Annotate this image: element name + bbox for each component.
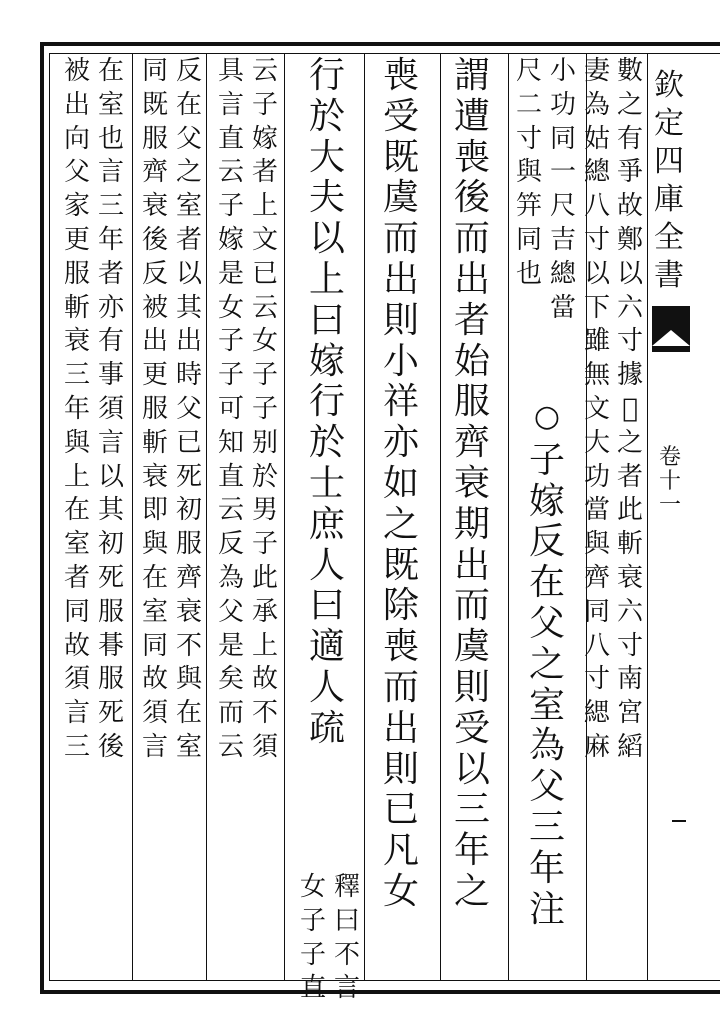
glyph: 以 — [583, 258, 610, 289]
glyph: 為 — [583, 89, 610, 120]
glyph: 之 — [616, 89, 643, 120]
glyph: 一 — [658, 493, 681, 518]
glyph: 同 — [63, 596, 90, 627]
glyph: 斬 — [141, 427, 168, 458]
glyph: 在 — [175, 89, 202, 120]
glyph: 言 — [97, 427, 124, 458]
glyph: 者 — [453, 299, 490, 341]
column-rule — [364, 53, 365, 981]
glyph: 笄 — [515, 191, 542, 222]
glyph: 在 — [63, 495, 90, 526]
glyph: 全 — [654, 220, 684, 255]
glyph: 南 — [616, 664, 643, 695]
glyph: 不 — [333, 939, 360, 970]
glyph: 年 — [97, 224, 124, 255]
glyph: 無 — [583, 360, 610, 391]
glyph: 子 — [299, 939, 326, 970]
glyph: 死 — [97, 698, 124, 729]
glyph: 直 — [217, 123, 244, 154]
glyph: 寸 — [583, 224, 610, 255]
glyph: 為 — [528, 725, 565, 767]
glyph: 當 — [583, 495, 610, 526]
glyph: 庶 — [308, 503, 345, 545]
glyph: 而 — [382, 218, 419, 260]
glyph: 嫁 — [251, 123, 278, 154]
glyph: 功 — [583, 461, 610, 492]
glyph: 子 — [217, 191, 244, 222]
glyph: 服 — [141, 123, 168, 154]
glyph: 妻 — [583, 56, 610, 86]
glyph: 吉 — [549, 224, 576, 255]
glyph: 云 — [217, 157, 244, 188]
glyph: 直 — [299, 973, 326, 1004]
glyph: 亦 — [97, 292, 124, 323]
glyph: 為 — [217, 562, 244, 593]
text-column-main — [450, 55, 494, 915]
glyph: 三 — [63, 360, 90, 391]
glyph: 釋 — [333, 872, 360, 902]
glyph: 可 — [217, 393, 244, 424]
glyph: 故 — [141, 664, 168, 695]
glyph: 時 — [175, 360, 202, 391]
glyph: 更 — [63, 224, 90, 255]
glyph: 年 — [528, 847, 565, 889]
glyph: 向 — [63, 123, 90, 154]
glyph: 不 — [251, 698, 278, 729]
glyph: 下 — [583, 292, 610, 323]
glyph: 服 — [453, 381, 490, 423]
glyph: 八 — [583, 191, 610, 222]
glyph: 曰 — [308, 299, 345, 341]
glyph: 小 — [549, 56, 576, 86]
glyph: 不 — [175, 630, 202, 661]
glyph: 知 — [217, 427, 244, 458]
glyph: 也 — [515, 258, 542, 289]
glyph: 六 — [616, 596, 643, 627]
glyph: 喪 — [453, 136, 490, 178]
glyph: 文 — [251, 224, 278, 255]
glyph: 以 — [175, 258, 202, 289]
glyph: 齊 — [453, 422, 490, 464]
glyph: 服 — [175, 529, 202, 560]
glyph: 與 — [583, 529, 610, 560]
glyph: 在 — [97, 56, 124, 86]
glyph: 斬 — [616, 529, 643, 560]
glyph: 故 — [616, 191, 643, 222]
glyph: 是 — [217, 258, 244, 289]
glyph: 於 — [308, 422, 345, 464]
glyph: 據 — [616, 360, 643, 391]
glyph: 定 — [654, 106, 684, 141]
glyph: 子 — [299, 905, 326, 936]
glyph: 父 — [175, 393, 202, 424]
glyph: 上 — [63, 461, 90, 492]
glyph: 行 — [308, 55, 345, 96]
glyph: 之 — [175, 157, 202, 188]
glyph: 遭 — [453, 95, 490, 137]
glyph: 緦 — [583, 698, 610, 729]
glyph: 須 — [97, 393, 124, 424]
glyph: 寸 — [616, 630, 643, 661]
glyph: 承 — [251, 596, 278, 627]
glyph: 反 — [528, 521, 565, 563]
glyph: 疏 — [308, 707, 345, 749]
glyph: 上 — [251, 191, 278, 222]
glyph: 言 — [63, 698, 90, 729]
glyph: 衰 — [63, 326, 90, 357]
glyph: 雖 — [583, 326, 610, 357]
glyph: 凡 — [382, 830, 419, 872]
glyph: 同 — [549, 123, 576, 154]
glyph: 是 — [217, 630, 244, 661]
glyph: 須 — [141, 698, 168, 729]
glyph: 八 — [583, 630, 610, 661]
glyph: 以 — [308, 218, 345, 260]
text-column-main — [305, 55, 349, 752]
glyph: 嫁 — [528, 480, 565, 522]
glyph: 寸 — [515, 123, 542, 154]
glyph: 年 — [453, 830, 490, 872]
text-column — [512, 58, 546, 295]
glyph: 𡊮 — [622, 393, 638, 424]
glyph: 云 — [251, 56, 278, 86]
glyph: 之 — [382, 503, 419, 545]
glyph: 數 — [616, 56, 643, 86]
glyph: 卷 — [658, 445, 681, 470]
glyph: 室 — [63, 529, 90, 560]
glyph: 出 — [63, 89, 90, 120]
glyph: 齊 — [583, 562, 610, 593]
glyph: 人 — [308, 544, 345, 586]
glyph: 出 — [382, 258, 419, 300]
glyph: 以 — [97, 461, 124, 492]
glyph: 於 — [308, 95, 345, 137]
glyph: 云 — [251, 292, 278, 323]
glyph: 具 — [217, 56, 244, 86]
glyph: 當 — [549, 292, 576, 323]
glyph: 於 — [251, 461, 278, 492]
text-column — [172, 58, 206, 768]
glyph: 别 — [251, 427, 278, 458]
glyph: 期 — [453, 503, 490, 545]
column-rule — [132, 53, 133, 981]
glyph: 人 — [308, 666, 345, 708]
glyph: 云 — [217, 731, 244, 762]
glyph: 三 — [453, 789, 490, 831]
glyph: 反 — [141, 258, 168, 289]
glyph: 而 — [453, 218, 490, 260]
glyph: 四 — [654, 144, 684, 179]
glyph: 同 — [583, 596, 610, 627]
glyph: 服 — [97, 596, 124, 627]
glyph: 十 — [658, 469, 681, 494]
glyph: 服 — [141, 393, 168, 424]
glyph: 者 — [175, 224, 202, 255]
glyph: 大 — [583, 427, 610, 458]
glyph: 室 — [141, 596, 168, 627]
glyph: 大 — [308, 136, 345, 178]
glyph: 服 — [63, 258, 90, 289]
glyph: 總 — [583, 157, 610, 188]
glyph: 同 — [141, 56, 168, 86]
glyph: 之 — [616, 427, 643, 458]
glyph: 子 — [251, 89, 278, 120]
glyph: 既 — [382, 544, 419, 586]
glyph: 子 — [251, 529, 278, 560]
glyph: 而 — [217, 698, 244, 729]
glyph: 而 — [382, 666, 419, 708]
margin-title — [648, 60, 690, 293]
column-rule — [508, 53, 509, 981]
column-rule — [284, 53, 285, 981]
glyph: 女 — [217, 292, 244, 323]
glyph: 矣 — [217, 664, 244, 695]
glyph: 爭 — [616, 157, 643, 188]
glyph: 除 — [382, 585, 419, 627]
glyph: 小 — [382, 340, 419, 382]
glyph: 上 — [308, 258, 345, 300]
glyph: 已 — [251, 258, 278, 289]
glyph: 出 — [453, 544, 490, 586]
glyph: 適 — [308, 626, 345, 668]
glyph: 而 — [453, 585, 490, 627]
glyph: 上 — [251, 630, 278, 661]
glyph: 文 — [583, 393, 610, 424]
glyph: 此 — [616, 495, 643, 526]
glyph: 死 — [97, 562, 124, 593]
glyph: 與 — [175, 664, 202, 695]
glyph: 既 — [382, 136, 419, 178]
margin-juan-number — [654, 440, 686, 518]
text-column — [214, 58, 248, 768]
glyph: 嫁 — [308, 340, 345, 382]
glyph: 者 — [97, 258, 124, 289]
glyph: 受 — [382, 95, 419, 137]
glyph: 父 — [528, 602, 565, 644]
glyph: 始 — [453, 340, 490, 382]
glyph: 朞 — [97, 630, 124, 661]
glyph: 即 — [141, 495, 168, 526]
glyph: 室 — [175, 731, 202, 762]
text-column — [138, 58, 172, 768]
glyph: 子 — [251, 360, 278, 391]
glyph: 一 — [549, 157, 576, 188]
glyph: 衰 — [141, 191, 168, 222]
glyph: 麻 — [583, 731, 610, 762]
glyph: 與 — [141, 529, 168, 560]
glyph: 已 — [175, 427, 202, 458]
glyph: 功 — [549, 89, 576, 120]
glyph: 者 — [251, 157, 278, 188]
glyph: ○ — [533, 399, 561, 434]
margin-tick — [672, 820, 686, 822]
glyph: 與 — [515, 157, 542, 188]
glyph: 也 — [97, 123, 124, 154]
glyph: 欽 — [654, 68, 684, 103]
glyph: 之 — [528, 643, 565, 685]
glyph: 言 — [97, 157, 124, 188]
glyph: 六 — [616, 292, 643, 323]
glyph: 曰 — [308, 585, 345, 627]
glyph: 在 — [141, 562, 168, 593]
glyph: 三 — [97, 191, 124, 222]
glyph: 祥 — [382, 381, 419, 423]
glyph: 出 — [453, 258, 490, 300]
glyph: 子 — [251, 393, 278, 424]
glyph: 直 — [217, 461, 244, 492]
glyph: 則 — [453, 666, 490, 708]
glyph: 言 — [333, 973, 360, 1004]
glyph: 此 — [251, 562, 278, 593]
glyph: 總 — [549, 258, 576, 289]
glyph: 衰 — [616, 562, 643, 593]
glyph: 如 — [382, 462, 419, 504]
glyph: 以 — [616, 258, 643, 289]
glyph: 斬 — [63, 292, 90, 323]
text-column — [94, 58, 128, 768]
glyph: 嫁 — [217, 224, 244, 255]
glyph: 二 — [515, 89, 542, 120]
glyph: 室 — [175, 191, 202, 222]
glyph: 故 — [63, 630, 90, 661]
glyph: 寸 — [616, 326, 643, 357]
glyph: 子 — [528, 439, 565, 481]
glyph: 士 — [308, 462, 345, 504]
text-column — [248, 58, 282, 768]
glyph: 謂 — [453, 55, 490, 96]
glyph: 後 — [97, 731, 124, 762]
text-column-main — [379, 55, 423, 915]
glyph: 同 — [515, 224, 542, 255]
glyph: 死 — [175, 461, 202, 492]
text-column — [60, 58, 94, 768]
glyph: 注 — [528, 888, 565, 930]
glyph: 姑 — [583, 123, 610, 154]
glyph: 喪 — [382, 626, 419, 668]
glyph: 出 — [141, 326, 168, 357]
glyph: 室 — [528, 684, 565, 726]
glyph: 故 — [251, 664, 278, 695]
glyph: 被 — [63, 56, 90, 86]
glyph: 男 — [251, 495, 278, 526]
glyph: 子 — [217, 326, 244, 357]
glyph: 須 — [251, 731, 278, 762]
glyph: 事 — [97, 360, 124, 391]
glyph: 衰 — [453, 462, 490, 504]
glyph: 衰 — [141, 461, 168, 492]
text-column-main — [525, 399, 569, 932]
glyph: 夫 — [308, 177, 345, 219]
glyph: 父 — [217, 596, 244, 627]
glyph: 言 — [141, 731, 168, 762]
glyph: 服 — [97, 664, 124, 695]
glyph: 虞 — [382, 177, 419, 219]
glyph: 子 — [217, 360, 244, 391]
glyph: 以 — [453, 748, 490, 790]
glyph: 女 — [251, 326, 278, 357]
glyph: 父 — [175, 123, 202, 154]
text-column — [580, 58, 614, 768]
glyph: 其 — [175, 292, 202, 323]
glyph: 後 — [141, 224, 168, 255]
glyph: 三 — [63, 731, 90, 762]
glyph: 書 — [654, 258, 684, 293]
glyph: 寸 — [583, 664, 610, 695]
inline-note — [330, 874, 364, 1009]
glyph: 反 — [175, 56, 202, 86]
glyph: 亦 — [382, 422, 419, 464]
glyph: 縚 — [616, 731, 643, 762]
glyph: 尺 — [515, 56, 542, 86]
glyph: 有 — [616, 123, 643, 154]
column-rule — [647, 53, 648, 981]
glyph: 之 — [453, 870, 490, 912]
glyph: 初 — [175, 495, 202, 526]
glyph: 三 — [528, 806, 565, 848]
glyph: 出 — [175, 326, 202, 357]
glyph: 出 — [382, 707, 419, 749]
glyph: 喪 — [382, 55, 419, 96]
fishtail-bar — [652, 346, 690, 352]
glyph: 父 — [528, 766, 565, 808]
glyph: 云 — [217, 495, 244, 526]
glyph: 齊 — [175, 562, 202, 593]
glyph: 則 — [382, 748, 419, 790]
glyph: 鄭 — [616, 224, 643, 255]
glyph: 反 — [217, 529, 244, 560]
glyph: 者 — [616, 461, 643, 492]
glyph: 與 — [63, 427, 90, 458]
glyph: 父 — [63, 157, 90, 188]
glyph: 在 — [175, 698, 202, 729]
glyph: 更 — [141, 360, 168, 391]
glyph: 曰 — [333, 905, 360, 936]
glyph: 女 — [382, 870, 419, 912]
glyph: 既 — [141, 89, 168, 120]
glyph: 被 — [141, 292, 168, 323]
glyph: 齊 — [141, 157, 168, 188]
glyph: 後 — [453, 177, 490, 219]
glyph: 言 — [217, 89, 244, 120]
inline-note — [296, 874, 330, 1009]
glyph: 初 — [97, 529, 124, 560]
glyph: 年 — [63, 393, 90, 424]
glyph: 同 — [141, 630, 168, 661]
glyph: 女 — [299, 872, 326, 902]
text-column — [613, 58, 647, 768]
glyph: 須 — [63, 664, 90, 695]
glyph: 宮 — [616, 698, 643, 729]
column-rule — [440, 53, 441, 981]
glyph: 衰 — [175, 596, 202, 627]
glyph: 室 — [97, 89, 124, 120]
column-rule — [206, 53, 207, 981]
glyph: 其 — [97, 495, 124, 526]
glyph: 家 — [63, 191, 90, 222]
glyph: 者 — [63, 562, 90, 593]
glyph: 尺 — [549, 191, 576, 222]
text-column — [546, 58, 580, 328]
glyph: 在 — [528, 562, 565, 604]
glyph: 行 — [308, 381, 345, 423]
glyph: 庫 — [654, 182, 684, 217]
glyph: 已 — [382, 789, 419, 831]
glyph: 虞 — [453, 626, 490, 668]
glyph: 受 — [453, 707, 490, 749]
glyph: 有 — [97, 326, 124, 357]
glyph: 則 — [382, 299, 419, 341]
